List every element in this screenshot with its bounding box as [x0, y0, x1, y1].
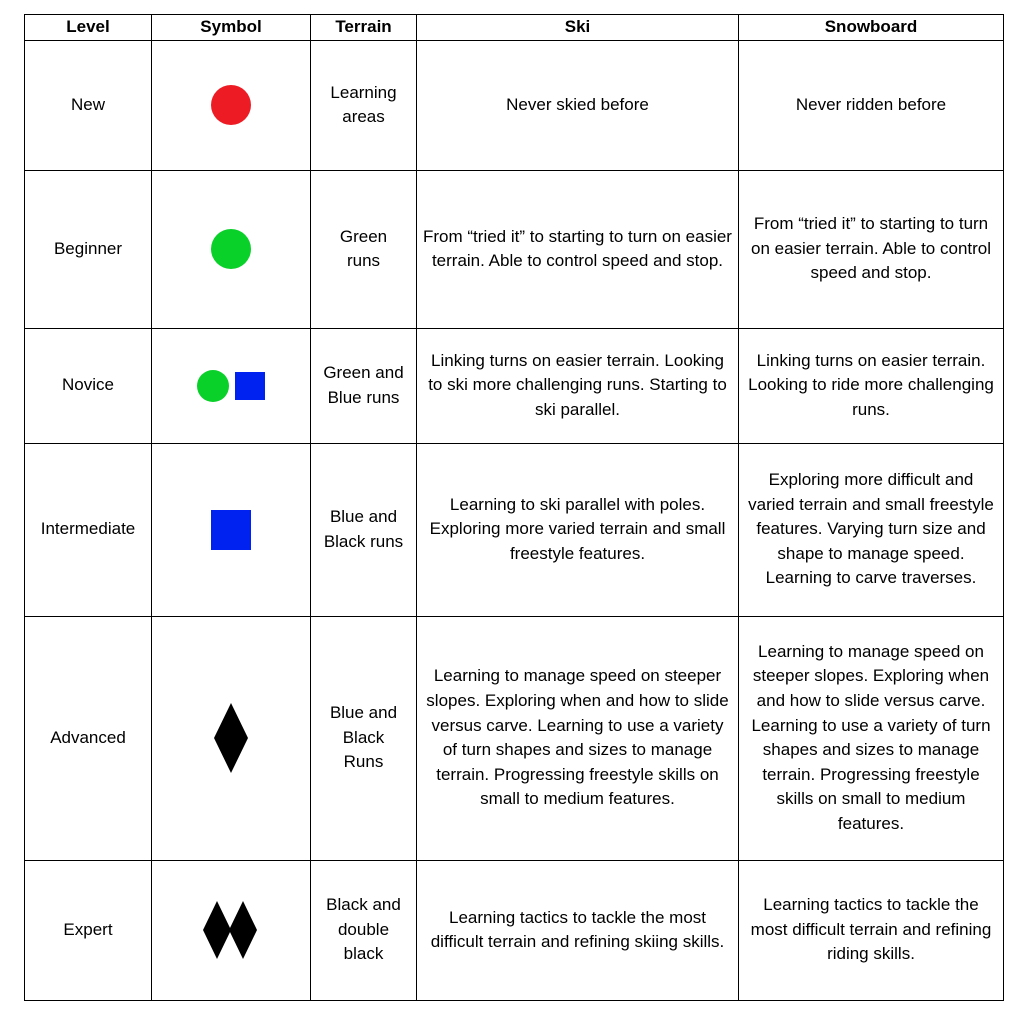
ski-cell: Learning to ski parallel with poles. Exploring more varied terrain and small freestyle features.: [417, 443, 739, 616]
symbol-group: [158, 370, 304, 402]
symbol-cell: [152, 170, 311, 328]
green-circle-icon: [211, 229, 251, 269]
level-cell: Beginner: [25, 170, 152, 328]
terrain-cell: Green runs: [311, 170, 417, 328]
snowboard-cell: Learning to manage speed on steeper slopes. Exploring when and how to slide versus carve. Learning to use a variety of turn shapes and sizes to manage terrain. Progressing freestyle skills on small to medium features.: [739, 616, 1004, 860]
symbol-cell: [152, 860, 311, 1000]
snowboard-cell: Exploring more difficult and varied terrain and small freestyle features. Varying turn size and shape to manage speed. Learning to carve traverses.: [739, 443, 1004, 616]
symbol-group: [158, 229, 304, 269]
ski-cell: Learning to manage speed on steeper slopes. Exploring when and how to slide versus carve. Learning to use a variety of turn shapes and sizes to manage terrain. Progressing freestyle skills on small to medium features.: [417, 616, 739, 860]
snowboard-cell: From “tried it” to starting to turn on easier terrain. Able to control speed and stop.: [739, 170, 1004, 328]
symbol-cell: [152, 328, 311, 443]
level-cell: Expert: [25, 860, 152, 1000]
ability-levels-table: [24, 14, 1004, 1001]
black-diamond-icon: [214, 703, 248, 773]
symbol-group: [158, 703, 304, 773]
ski-cell: Linking turns on easier terrain. Looking to ski more challenging runs. Starting to ski parallel.: [417, 328, 739, 443]
table-row-advanced: [25, 616, 1004, 860]
snowboard-cell: Linking turns on easier terrain. Looking to ride more challenging runs.: [739, 328, 1004, 443]
red-circle-icon: [211, 85, 251, 125]
level-cell: Advanced: [25, 616, 152, 860]
terrain-cell: Blue and Black Runs: [311, 616, 417, 860]
table-row-beginner: [25, 170, 1004, 328]
level-cell: Intermediate: [25, 443, 152, 616]
terrain-cell: Learning areas: [311, 40, 417, 170]
symbol-cell: [152, 443, 311, 616]
ski-cell: Learning tactics to tackle the most difficult terrain and refining skiing skills.: [417, 860, 739, 1000]
ski-cell: Never skied before: [417, 40, 739, 170]
header-snowboard: Snowboard: [739, 15, 1004, 41]
terrain-cell: Blue and Black runs: [311, 443, 417, 616]
header-row: [25, 15, 1004, 41]
header-ski: Ski: [417, 15, 739, 41]
table-row-novice: [25, 328, 1004, 443]
snowboard-cell: Learning tactics to tackle the most difficult terrain and refining riding skills.: [739, 860, 1004, 1000]
symbol-group: [158, 85, 304, 125]
header-level: Level: [25, 15, 152, 41]
table-row-intermediate: [25, 443, 1004, 616]
symbol-cell: [152, 40, 311, 170]
blue-square-icon: [211, 510, 251, 550]
blue-square-small-icon: [235, 372, 265, 400]
symbol-group: [158, 901, 304, 959]
green-circle-small-icon: [197, 370, 229, 402]
terrain-cell: Green and Blue runs: [311, 328, 417, 443]
symbol-cell: [152, 616, 311, 860]
level-cell: Novice: [25, 328, 152, 443]
level-cell: New: [25, 40, 152, 170]
header-symbol: Symbol: [152, 15, 311, 41]
table-row-new: [25, 40, 1004, 170]
ski-cell: From “tried it” to starting to turn on easier terrain. Able to control speed and stop.: [417, 170, 739, 328]
terrain-cell: Black and double black: [311, 860, 417, 1000]
table-row-expert: [25, 860, 1004, 1000]
snowboard-cell: Never ridden before: [739, 40, 1004, 170]
double-black-diamond-icon: [203, 901, 259, 959]
header-terrain: Terrain: [311, 15, 417, 41]
symbol-group: [158, 510, 304, 550]
